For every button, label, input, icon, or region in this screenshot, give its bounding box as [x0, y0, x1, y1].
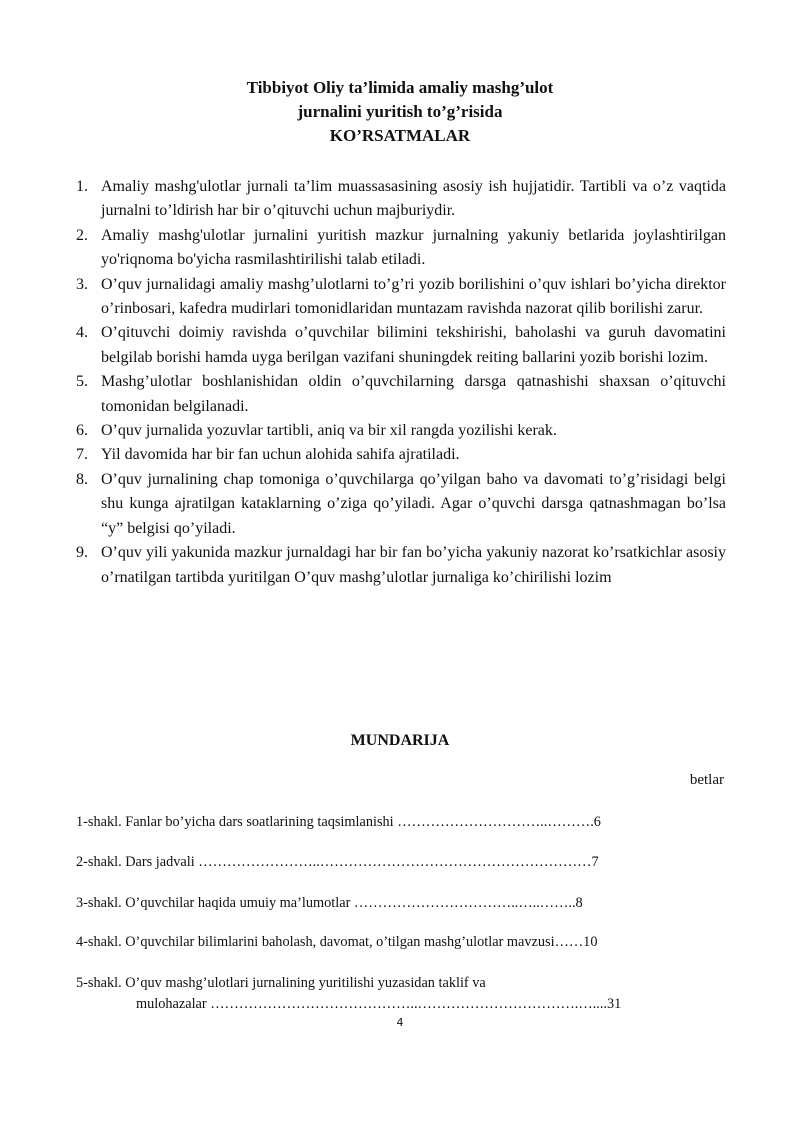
instruction-item: [76, 224, 726, 273]
instruction-text: O’quv yili yakunida mazkur jurnaldagi har bir fan bo’yicha yakuniy nazorat ko’rsatkichlar asosiy o’rnatilgan tartibda yuritilgan O’quv mashg’ulotlar jurnaliga ko’chirilishi lozim: [101, 544, 726, 586]
instruction-item: [76, 273, 726, 322]
instruction-text: O’quv jurnalidagi amaliy mashg’ulotlarni to’g’ri yozib borilishini o’quv ishlari bo’yicha direktor o’rinbosari, kafedra mudirlari tomonidlaridan muntazam ravishda nazorat qilib borilishi zarur.: [101, 275, 726, 318]
instruction-item: [76, 419, 726, 443]
instruction-item: [76, 370, 726, 419]
instruction-item: [76, 321, 726, 370]
instruction-text: Mashg’ulotlar boshlanishidan oldin o’quvchilarning darsga qatnashishi shaxsan o’qituvchi tomonidan belgilanadi.: [101, 373, 726, 415]
toc-entry: 4-shakl. O’quvchilar bilimlarini baholash, davomat, o’tilgan mashg’ulotlar mavzusi……10: [76, 934, 598, 950]
instruction-number: 8.: [76, 470, 88, 488]
instruction-item: [76, 175, 726, 224]
instruction-text: Yil davomida har bir fan uchun alohida sahifa ajratiladi.: [101, 446, 460, 464]
instruction-number: 9.: [76, 544, 88, 562]
toc-entry: 2-shakl. Dars jadvali ……………………..…………………………………………………7: [76, 854, 599, 870]
instruction-text: O’quv jurnalining chap tomoniga o’quvchilarga qo’yilgan baho va davomati to’g’risidagi belgi shu kunga ajratilgan kataklarning o’ziga qo’yiladi. Agar o’quvchi darsga qatnashmagan bo’lsa “y” belgisi qo’yiladi.: [101, 470, 726, 537]
instruction-item: [76, 443, 726, 467]
toc-entry: 3-shakl. O’quvchilar haqida umuiy ma’lumotlar ……………………………..…..……..8: [76, 895, 583, 911]
toc-entry-continuation: mulohazalar ……………………………………..…………………………….…....31: [136, 996, 622, 1012]
instruction-number: 1.: [76, 178, 88, 195]
contents-title: MUNDARIJA: [350, 732, 450, 749]
instruction-number: 2.: [76, 226, 88, 244]
document-title-line-2: jurnalini yuritish to’g’risida: [297, 102, 503, 121]
page-number: 4: [396, 1016, 404, 1029]
instruction-number: 4.: [76, 324, 88, 342]
instruction-number: 5.: [76, 373, 88, 391]
instruction-number: 7.: [76, 446, 88, 464]
instruction-text: O’quv jurnalida yozuvlar tartibli, aniq va bir xil rangda yozilishi kerak.: [101, 422, 557, 440]
instruction-text: Amaliy mashg'ulotlar jurnalini yuritish mazkur jurnalning yakuniy betlarida joylashtirilgan yo'riqnoma bo'yicha rasmilashtirilishi talab etiladi.: [101, 226, 726, 269]
contents-pages-label: betlar: [689, 772, 724, 788]
instruction-text: Amaliy mashg'ulotlar jurnali ta’lim muassasasining asosiy ish hujjatidir. Tartibli va o’z vaqtida jurnalni to’ldirish har bir o’qituvchi uchun majburiydir.: [101, 178, 726, 220]
document-title-line-3: KO’RSATMALAR: [329, 126, 471, 145]
document-title-line-1: Tibbiyot Oliy ta’limida amaliy mashg’ulot: [246, 78, 554, 97]
toc-entry: 1-shakl. Fanlar bo’yicha dars soatlarining taqsimlanishi …………………………..……….6: [76, 814, 601, 830]
instructions-list: [76, 175, 726, 590]
instruction-item: [76, 468, 726, 541]
instruction-text: O’qituvchi doimiy ravishda o’quvchilar bilimini tekshirishi, baholashi va guruh davomatini belgilab borishi hamda uyga berilgan vazifani shuningdek reiting ballarini yozib borishi lozim.: [101, 324, 726, 366]
instruction-number: 6.: [76, 422, 88, 440]
toc-entry: 5-shakl. O’quv mashg’ulotlari jurnalining yuritilishi yuzasidan taklif va: [76, 975, 486, 991]
instruction-number: 3.: [76, 275, 88, 293]
instruction-item: [76, 541, 726, 590]
